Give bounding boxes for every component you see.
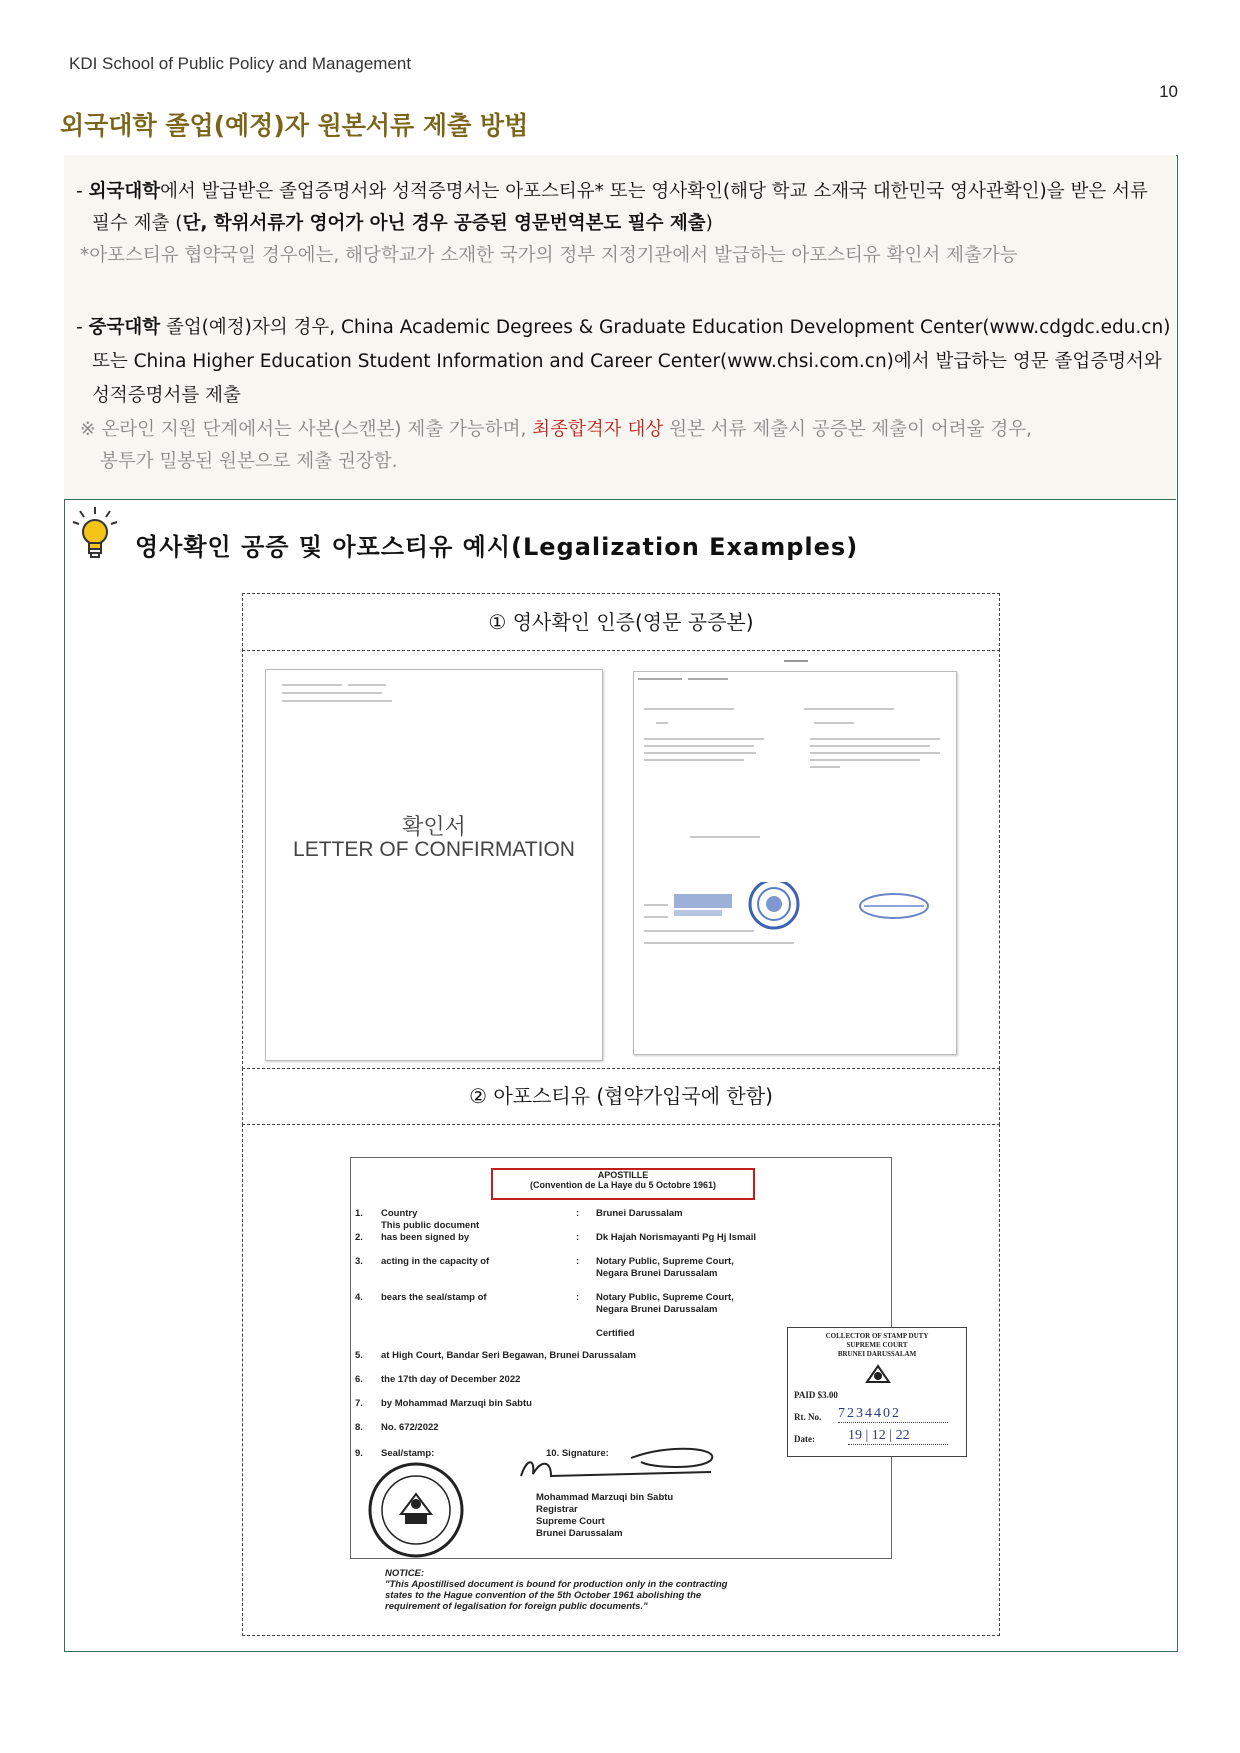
section-heading: 영사확인 공증 및 아포스티유 예시(Legalization Examples)	[135, 533, 859, 561]
item2-bold-lead: 중국대학	[88, 317, 161, 338]
consular-seal-stamps	[674, 882, 934, 942]
item2-note-line2: 봉투가 밀봉된 원본으로 제출 권장함.	[100, 451, 398, 472]
item1-line1: - 외국대학에서 발급받은 졸업증명서와 성적증명서는 아포스티유* 또는 영사확인(해당 학교 소재국 대한민국 영사관확인)을 받은 서류	[76, 181, 1148, 202]
page-title: 외국대학 졸업(예정)자 원본서류 제출 방법	[60, 111, 529, 140]
translated-confirmation-page	[633, 671, 957, 1055]
header-organization: KDI School of Public Policy and Management	[69, 54, 412, 73]
supreme-court-seal	[361, 1458, 471, 1558]
example2-title: ② 아포스티유 (협약가입국에 한함)	[469, 1084, 773, 1108]
item2-line1: - 중국대학 졸업(예정)자의 경우, China Academic Degrees & Graduate Education Development Center(www.cdgdc.edu.cn)	[76, 317, 1171, 338]
apostille-notice: NOTICE: "This Apostillised document is bound for production only in the contracting states to the Hague convention of the 5th October 1961 abolishing the requirement of legalisation for foreign public documents."	[385, 1568, 728, 1612]
page-number: 10	[1159, 82, 1178, 101]
confirmation-title-en: LETTER OF CONFIRMATION	[293, 838, 575, 861]
apostille-title-box: APOSTILLE (Convention de La Haye du 5 Octobre 1961)	[491, 1168, 755, 1200]
confirmation-letter-page	[265, 669, 603, 1061]
item1-line2: 필수 제출 (단, 학위서류가 영어가 아닌 경우 공증된 영문번역본도 필수 제출)	[92, 213, 713, 234]
item1-note: *아포스티유 협약국일 경우에는, 해당학교가 소재한 국가의 정부 지정기관에서 발급하는 아포스티유 확인서 제출가능	[80, 245, 1018, 266]
stamp-duty-box: COLLECTOR OF STAMP DUTY SUPREME COURT BRUNEI DARUSSALAM PAID $3.00 Rt. No. 7234402 Date: 19 | 12 | 22	[787, 1327, 967, 1457]
item1-bold-lead: 외국대학	[88, 181, 161, 202]
example1-title-box	[242, 593, 1000, 651]
confirmation-title-ko: 확인서	[402, 814, 466, 839]
stamp-crest-icon	[863, 1362, 893, 1388]
final-applicants-highlight: 최종합격자 대상	[532, 419, 664, 440]
example1-title: ① 영사확인 인증(영문 공증본)	[488, 610, 754, 634]
registrar-signature	[511, 1438, 731, 1488]
example2-title-box	[242, 1068, 1000, 1125]
item2-line2: 또는 China Higher Education Student Information and Career Center(www.chsi.com.cn)에서 발급하는 영문 졸업증명서와	[92, 351, 1162, 372]
lightbulb-icon	[70, 505, 120, 561]
apostille-document: APOSTILLE (Convention de La Haye du 5 Octobre 1961) 1. Country : Brunei Darussalam This public document 2. has been signed by : Dk Hajah Norismayanti Pg Hj Ismail 3. acting in the capacity of : Notary Public, Supreme Court, Negara Brunei Darussalam 4. bears the seal/stamp of : Notary Public, Supreme Court, Negara Brunei Darussalam Certified 5. at High Court, Bandar Seri Begawan, Brunei Darussalam 6. the 17th day of December 2022 7. by Mohammad Marzuqi bin Sabtu 8. No. 672/2022 9. Seal/stamp: 10. Signature: Mohammad Marzuqi bin Sabtu Registrar Supreme Court Brunei Darussalam	[350, 1157, 892, 1559]
info-box	[64, 155, 1176, 500]
example1-image-box	[242, 649, 1000, 1069]
item2-note-line1: ※ 온라인 지원 단계에서는 사본(스캔본) 제출 가능하며, 최종합격자 대상 원본 서류 제출시 공증본 제출이 어려울 경우,	[80, 419, 1032, 440]
item2-line3: 성적증명서를 제출	[92, 385, 241, 406]
